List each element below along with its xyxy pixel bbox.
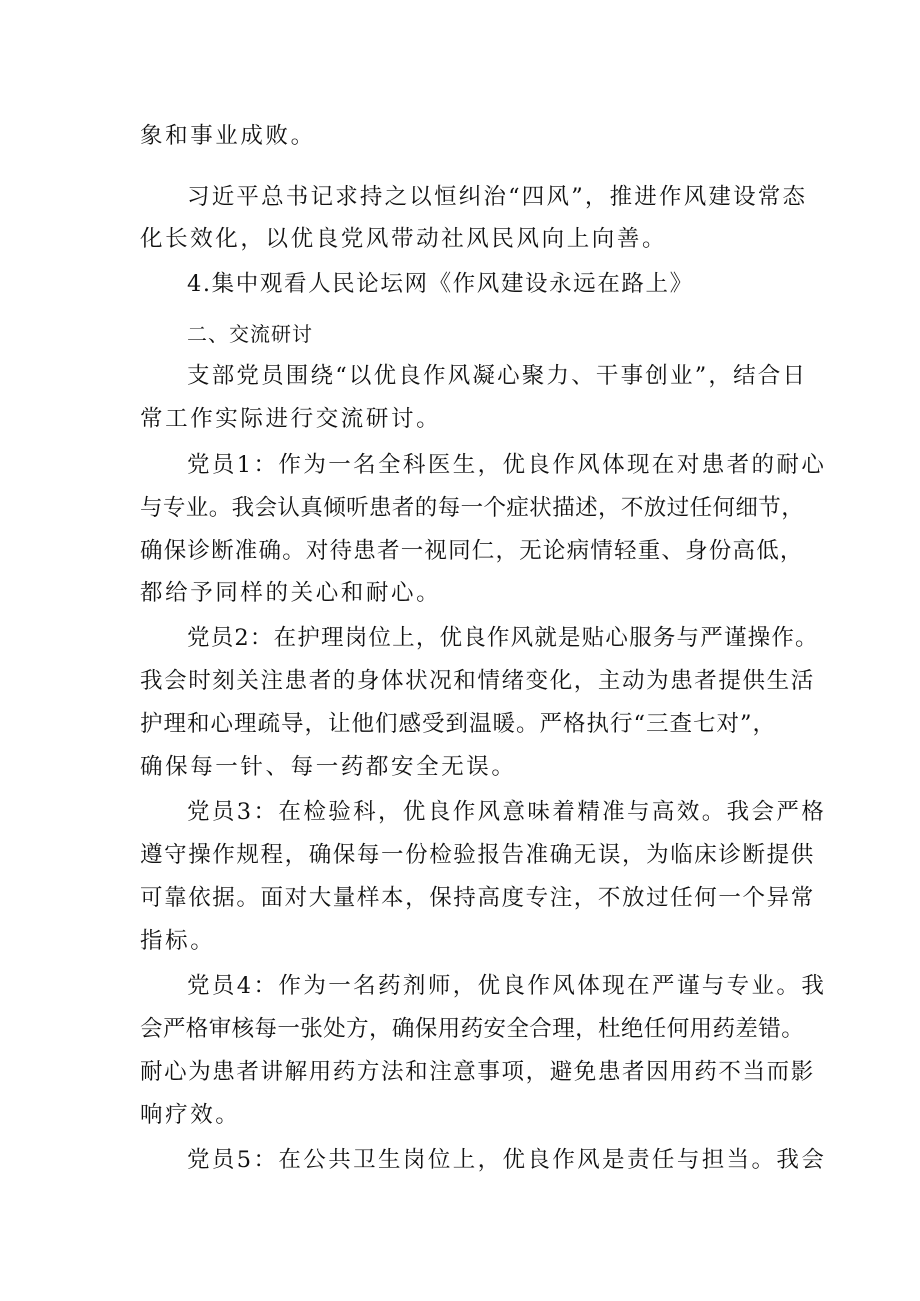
text-line: 可靠依据。面对大量样本，保持高度专注，不放过任何一个异常 <box>140 885 815 911</box>
section-heading: 二、交流研讨 <box>187 322 313 346</box>
text-line: 党员4：作为一名药剂师，优良作风体现在严谨与专业。我 <box>187 973 827 999</box>
text-line: 党员1：作为一名全科医生，优良作风体现在对患者的耐心 <box>187 452 827 478</box>
text-line: 党员2：在护理岗位上，优良作风就是贴心服务与严谨操作。 <box>187 625 819 651</box>
text-line: 我会时刻关注患者的身体状况和情绪变化，主动为患者提供生活 <box>140 668 815 694</box>
text-line: 遵守操作规程，确保每一份检验报告准确无误，为临床诊断提供 <box>140 842 815 868</box>
text-line: 确保诊断准确。对待患者一视同仁，无论病情轻重、身份高低， <box>140 538 804 564</box>
text-line: 象和事业成败。 <box>140 123 316 149</box>
text-line: 党员3：在检验科，优良作风意味着精准与高效。我会严格 <box>187 799 827 825</box>
text-line: 都给予同样的关心和耐心。 <box>140 580 442 606</box>
text-line: 支部党员围绕“以优良作风凝心聚力、干事创业”，结合日 <box>187 363 808 389</box>
text-line: 会严格审核每一张处方，确保用药安全合理，杜绝任何用药差错。 <box>140 1016 805 1042</box>
text-line: 护理和心理疏导，让他们感受到温暖。严格执行“三查七对”， <box>140 711 777 737</box>
text-line: 常工作实际进行交流研讨。 <box>140 406 442 432</box>
text-line: 党员5：在公共卫生岗位上，优良作风是责任与担当。我会 <box>187 1147 827 1173</box>
text-line: 习近平总书记求持之以恒纠治“四风”，推进作风建设常态 <box>187 184 808 210</box>
text-line: 耐心为患者讲解用药方法和注意事项，避免患者因用药不当而影 <box>140 1059 815 1085</box>
text-line: 与专业。我会认真倾听患者的每一个症状描述，不放过任何细节， <box>140 495 805 521</box>
text-line: 化长效化，以优良党风带动社风民风向上向善。 <box>140 226 668 252</box>
text-line: 4.集中观看人民论坛网《作风建设永远在路上》 <box>187 271 694 297</box>
text-line: 指标。 <box>140 928 216 954</box>
text-line: 响疗效。 <box>140 1102 241 1128</box>
text-line: 确保每一针、每一药都安全无误。 <box>140 754 517 780</box>
